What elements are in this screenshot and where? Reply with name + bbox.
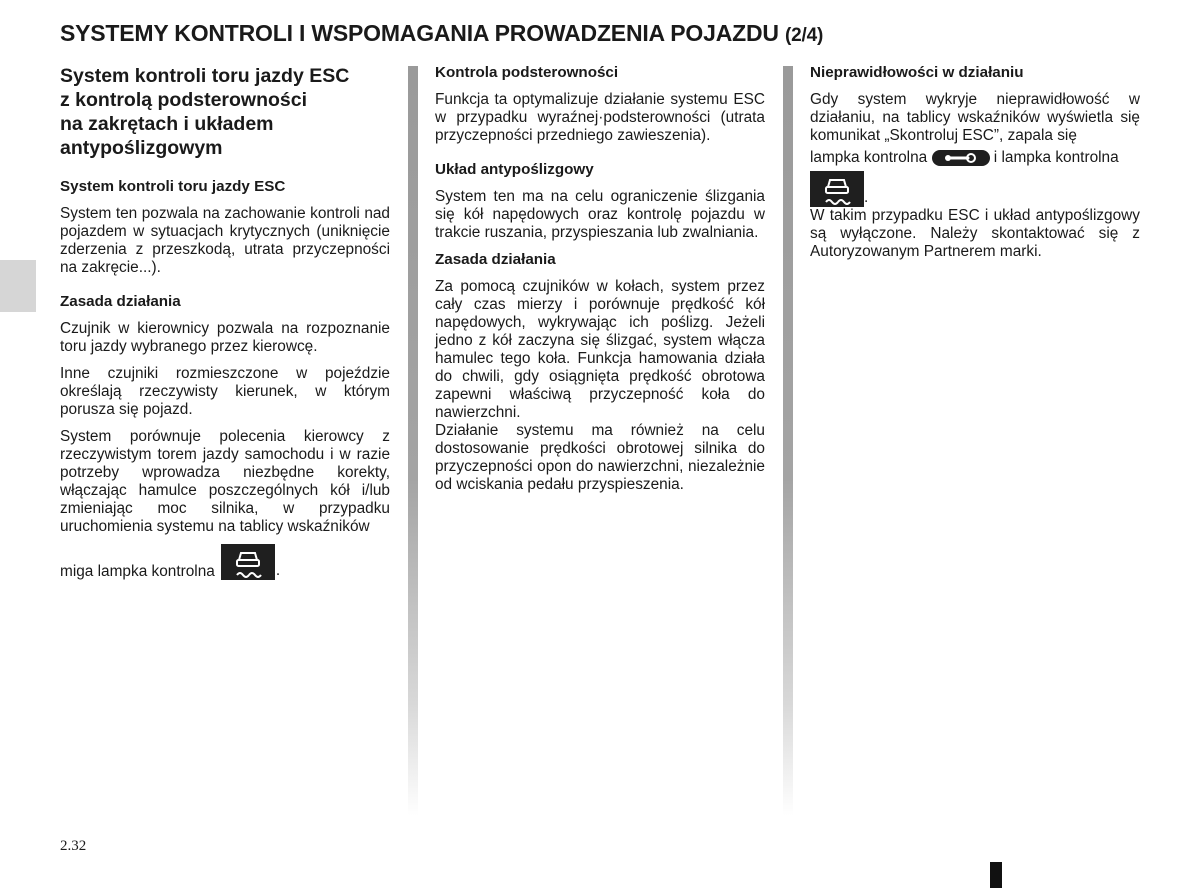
- page-title: [60, 20, 823, 47]
- section-title-line: antypoślizgowym: [60, 137, 223, 159]
- lamp-dot-2: .: [864, 189, 869, 206]
- paragraph-esc-intro: System ten pozwala na zachowanie kontroli nad pojazdem w sytuacjach krytycznych (uniknięcie zderzenia z przeszkodą, utrata przyczepności na zakręcie...).: [60, 205, 390, 276]
- subheading-esc: System kontroli toru jazdy ESC: [60, 178, 286, 195]
- esc-skid-warning-icon: [221, 544, 275, 580]
- lamp-text-1: lampka kontrolna: [810, 149, 928, 166]
- subheading-antislip: Układ antypoślizgowy: [435, 161, 594, 178]
- subheading-principle: Zasada działania: [60, 293, 181, 310]
- lamp-row-2: [810, 171, 1140, 207]
- paragraph-other-sensors: Inne czujniki rozmieszczone w pojeździe określają rzeczywisty kierunek, w którym porusza się pojazd.: [60, 365, 390, 418]
- subheading-malfunction: Nieprawidłowości w działaniu: [810, 64, 1024, 81]
- esc-skid-warning-icon: [810, 171, 864, 207]
- lamp-row: [810, 147, 1140, 169]
- page-number: 2.32: [60, 838, 87, 854]
- section-title-line: z kontrolą podsterowności: [60, 89, 308, 111]
- lamp-line: [60, 544, 390, 580]
- section-title: [60, 64, 390, 160]
- paragraph-esc-disabled: W takim przypadku ESC i układ antypoślizgowy są wyłączone. Należy skontaktować się z Autoryzowanym Partnerem marki.: [810, 207, 1140, 260]
- paragraph-engine-speed: Działanie systemu ma również na celu dostosowanie prędkości obrotowej silnika do przyczepności opon do nawierzchni, niezależnie od wciskania pedału przyspieszenia.: [435, 422, 765, 493]
- section-title-line: System kontroli toru jazdy ESC: [60, 65, 350, 87]
- subheading-principle-2: Zasada działania: [435, 251, 556, 268]
- lamp-text-2: i lampka kontrolna: [993, 149, 1119, 166]
- column-right: [810, 64, 1140, 270]
- lamp-dot: .: [275, 562, 281, 579]
- paragraph-antislip: System ten ma na celu ograniczenie ślizgania się kół napędowych oraz kontrolę pojazdu w trakcie ruszania, przyspieszania lub zwalniania.: [435, 188, 765, 241]
- chapter-tab: [0, 260, 36, 312]
- paragraph-malfunction: Gdy system wykryje nieprawidłowość w działaniu, na tablicy wskaźników wyświetla się komunikat „Skontroluj ESC”, zapala się: [810, 91, 1140, 144]
- paragraph-wheel-sensors: Za pomocą czujników w kołach, system przez cały czas mierzy i porównuje prędkość kół napędowych, wykrywając ich poślizg. Jeżeli jedno z kół zaczyna się ślizgać, system włącza hamulec tego koła. Funkcja hamowania działa do chwili, gdy osiągnięta prędkość obrotowa zapewni właściwą przyczepność koła do nawierzchni.: [435, 278, 765, 421]
- wrench-service-icon: [932, 150, 990, 166]
- subheading-understeer: Kontrola podsterowności: [435, 64, 619, 81]
- page-title-text: SYSTEMY KONTROLI I WSPOMAGANIA PROWADZENIA POJAZDU: [60, 20, 779, 46]
- column-middle: [435, 64, 765, 503]
- page-corner-mark: [990, 862, 1002, 888]
- section-title-line: na zakrętach i układem: [60, 113, 274, 135]
- column-divider-right: [783, 66, 793, 816]
- column-left: [60, 64, 390, 580]
- paragraph-understeer: Funkcja ta optymalizuje działanie systemu ESC w przypadku wyraźnej·podsterowności (utrata przyczepności przedniego zawieszenia).: [435, 91, 765, 144]
- paragraph-system-compare: System porównuje polecenia kierowcy z rzeczywistym torem jazdy samochodu i w razie potrzeby wprowadza niezbędne korekty, włączając hamulce poszczególnych kół i/lub zmieniając moc silnika, w przypadku uruchomienia systemu na tablicy wskaźników: [60, 428, 390, 535]
- paragraph-steering-sensor: Czujnik w kierownicy pozwala na rozpoznanie toru jazdy wybranego przez kierowcę.: [60, 320, 390, 355]
- page-title-suffix: (2/4): [785, 25, 824, 46]
- lamp-text: miga lampka kontrolna: [60, 563, 215, 580]
- column-divider-left: [408, 66, 418, 816]
